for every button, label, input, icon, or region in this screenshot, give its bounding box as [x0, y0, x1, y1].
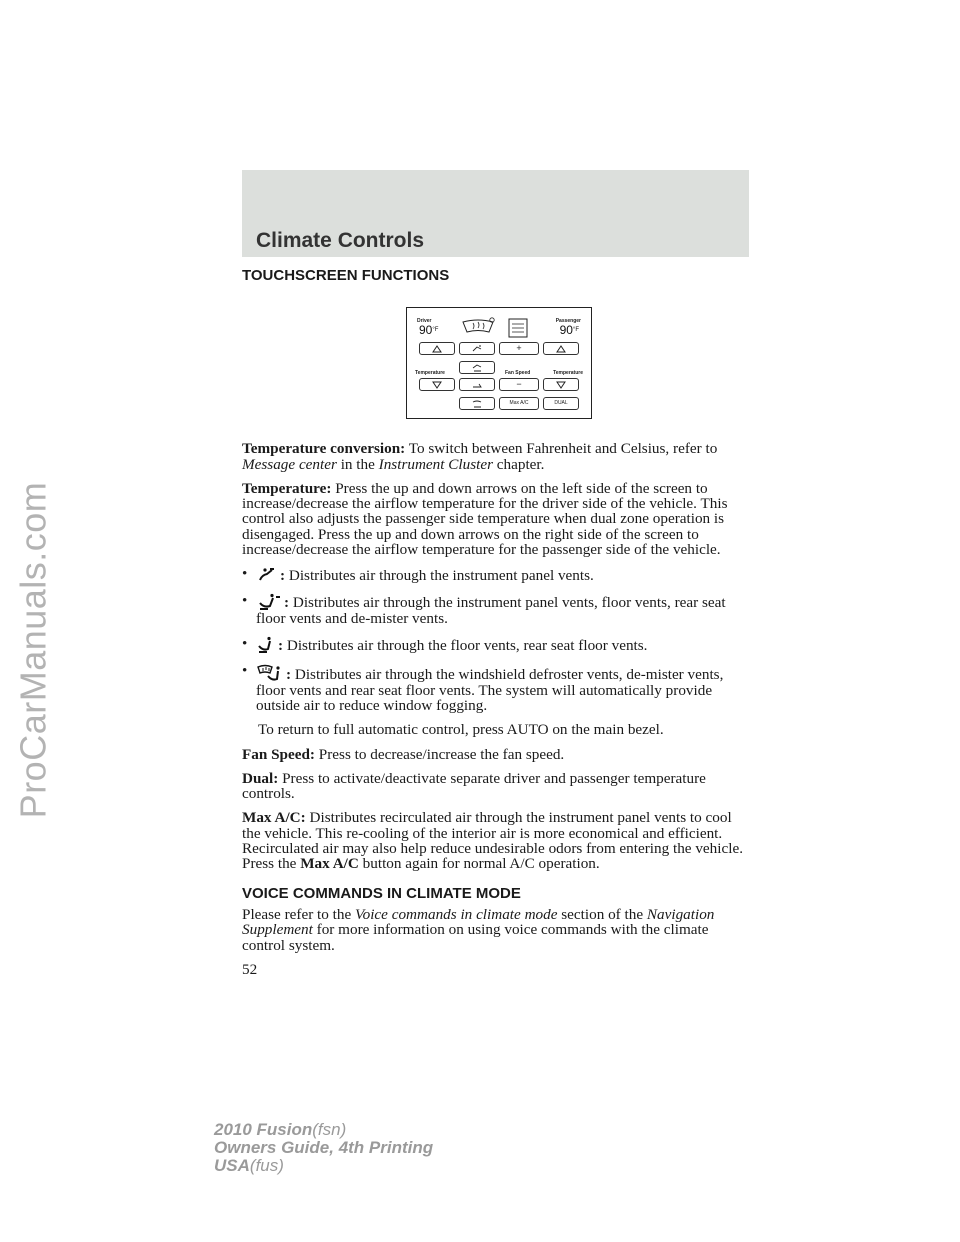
floor-vent-icon	[471, 380, 483, 389]
fan-speed-label: Fan Speed	[505, 370, 531, 377]
driver-temperature-label: Temperature	[415, 370, 445, 377]
passenger-temp-down-button[interactable]	[543, 378, 579, 391]
panel-vent-icon	[471, 344, 483, 353]
panel-floor-vent-icon	[471, 363, 483, 372]
list-item: • : Distributes air through the floor vents, rear seat floor vents.	[242, 634, 648, 654]
windshield-defrost-icon	[459, 316, 497, 340]
temperature-paragraph: Temperature: Press the up and down arrows on the left side of the screen to increase/decrease the airflow temperature for the driver side of the vehicle. This control also adjusts the passenger side temperature when dual zone operation is disengaged. Press the up and down arrows on the right side of the screen to increase/decrease the airflow temperature for the passenger side of the vehicle.	[242, 479, 728, 559]
page-content	[242, 268, 752, 977]
defrost-floor-vent-icon	[471, 399, 483, 408]
temp-conversion-paragraph: Temperature conversion: To switch between Fahrenheit and Celsius, refer to Message center in the Instrument Cluster chapter.	[242, 440, 718, 473]
heading-touchscreen-functions: TOUCHSCREEN FUNCTIONS	[242, 267, 450, 284]
passenger-label: Passenger	[555, 318, 581, 325]
section-header-band	[242, 170, 749, 257]
max-ac-paragraph: Max A/C: Distributes recirculated air through the instrument panel vents to cool the vehicle. This re-cooling of the interior air is more economical and efficient. Recirculated air may also help reduce undesirable odors from entering the vehicle. Press the Max A/C button again for normal A/C operation.	[242, 809, 743, 873]
footer-line-guide: Owners Guide, 4th Printing	[214, 1138, 434, 1157]
section-title: Climate Controls	[256, 229, 425, 252]
rear-defrost-icon	[508, 318, 528, 338]
passenger-temp-up-button[interactable]	[543, 342, 579, 355]
driver-temp-down-button[interactable]	[419, 378, 455, 391]
touchscreen-figure	[406, 307, 592, 419]
footer-line-model: 2010 Fusion(fsn)	[214, 1120, 347, 1139]
footer-line-market: USA(fus)	[214, 1156, 284, 1175]
watermark	[8, 270, 58, 1030]
driver-temp-readout: $90^{^\circ F}$	[419, 323, 439, 338]
watermark-text: ProCarManuals.com	[12, 481, 53, 819]
defrost-floor-vent-icon	[256, 663, 284, 683]
fan-speed-increase-button[interactable]: +	[499, 342, 539, 355]
heading-voice-commands: VOICE COMMANDS IN CLIMATE MODE	[242, 884, 521, 902]
floor-vent-icon	[256, 636, 276, 654]
dual-paragraph: Dual: Press to activate/deactivate separate driver and passenger temperature controls.	[242, 769, 706, 803]
driver-label: Driver	[417, 318, 432, 325]
return-auto-paragraph: To return to full automatic control, press AUTO on the main bezel.	[258, 721, 664, 739]
panel-vent-icon	[256, 566, 278, 584]
voice-commands-paragraph: Please refer to the Voice commands in climate mode section of the Navigation Supplement for more information on using voice commands with the climate control system.	[242, 905, 715, 954]
max-ac-button[interactable]: Max A/C	[499, 397, 539, 410]
page-number: 52	[242, 960, 258, 978]
mode-floor-button[interactable]	[459, 378, 495, 391]
list-item: • : Distributes air through the windshield defroster vents, de-mister vents, floor vents and rear seat floor vents. The system will automatically provide outside air to reduce window fogging.	[242, 661, 724, 714]
mode-panel-floor-button[interactable]	[459, 361, 495, 374]
passenger-temp-readout: $90^{^\circ F}$	[559, 323, 579, 338]
panel-floor-vent-icon	[256, 593, 282, 611]
fan-speed-decrease-button[interactable]: −	[499, 378, 539, 391]
list-item: • : Distributes air through the instrument panel vents, floor vents, rear seat floor vents and de-mister vents.	[242, 592, 726, 628]
fan-speed-paragraph: Fan Speed: Press to decrease/increase the fan speed.	[242, 745, 565, 763]
list-item: • : Distributes air through the instrument panel vents.	[242, 565, 594, 585]
dual-button[interactable]: DUAL	[543, 397, 579, 410]
mode-defrost-floor-button[interactable]	[459, 397, 495, 410]
mode-panel-button[interactable]	[459, 342, 495, 355]
driver-temp-up-button[interactable]	[419, 342, 455, 355]
passenger-temperature-label: Temperature	[553, 370, 583, 377]
footer	[214, 1121, 433, 1175]
